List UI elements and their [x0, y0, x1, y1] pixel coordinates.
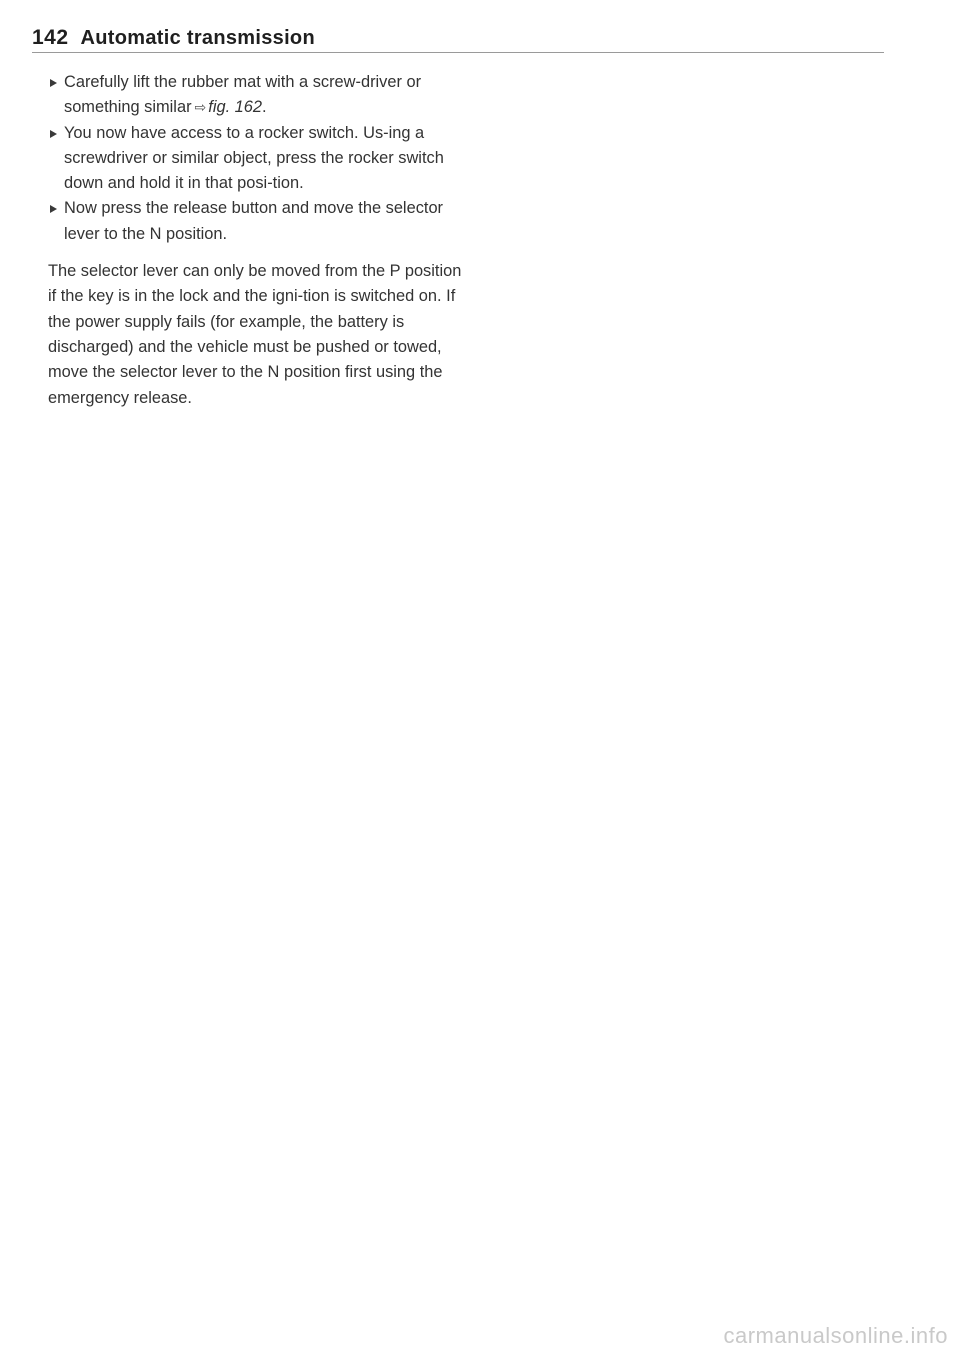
figure-reference-link[interactable]: fig. 162	[208, 98, 263, 117]
step-suffix: .	[262, 98, 267, 117]
step-text: Now press the release button and move the selector lever to the N position.	[64, 199, 444, 243]
page-number: 142	[32, 26, 69, 49]
body-paragraph: The selector lever can only be moved from the P position if the key is in the lock and the igni-tion is switched on. If the power supply fails (for example, the battery is discharged) and the vehicle must be pushed or towed, move the selector lever to the N position first using the emergency release.	[48, 262, 462, 407]
step-text: You now have access to a rocker switch. Us-ing a screwdriver or similar object, press the rocker switch down and hold it in that posi-tion.	[64, 123, 444, 193]
triangle-bullet-icon	[50, 205, 57, 213]
step-item	[48, 121, 468, 197]
main-content	[48, 70, 468, 411]
instruction-steps	[48, 70, 468, 247]
triangle-bullet-icon	[50, 79, 57, 87]
chapter-title: Automatic transmission	[80, 27, 315, 49]
header-divider	[32, 52, 884, 53]
step-text: Carefully lift the rubber mat with a screw-driver or something similar	[64, 73, 422, 117]
step-item	[48, 70, 468, 121]
arrow-right-icon: ⇨	[194, 99, 207, 116]
triangle-bullet-icon	[50, 130, 57, 138]
page-header	[32, 26, 882, 50]
step-item	[48, 196, 468, 247]
watermark: carmanualsonline.info	[723, 1323, 948, 1348]
